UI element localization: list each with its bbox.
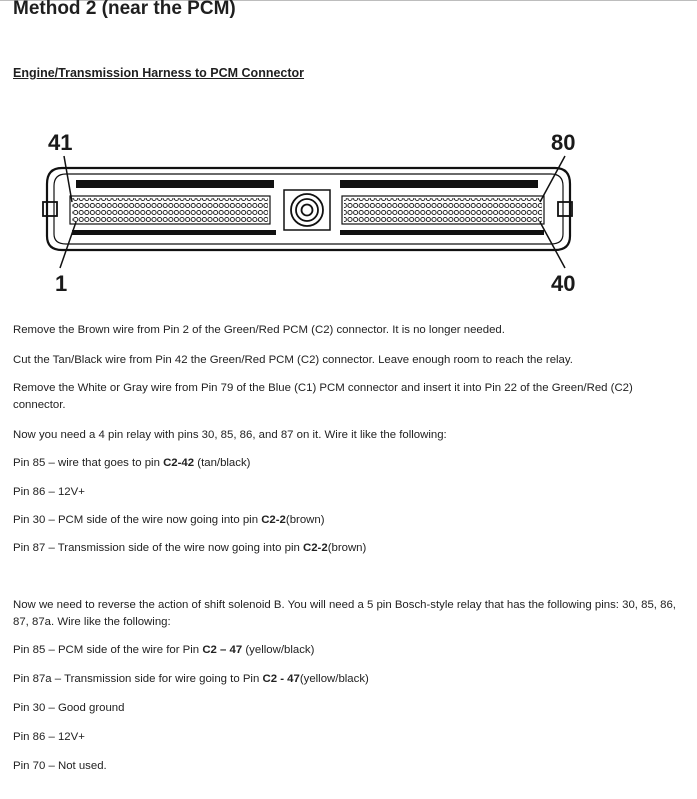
latch-bar-left <box>76 180 274 188</box>
pin-label-1: 1 <box>55 271 68 296</box>
pin-label-41: 41 <box>48 130 73 155</box>
relay5-pin30: Pin 30 – Good ground <box>13 702 125 714</box>
pin-label-40: 40 <box>551 271 576 296</box>
section-heading: Engine/Transmission Harness to PCM Connector <box>13 66 305 80</box>
instruction-2: Cut the Tan/Black wire from Pin 42 the Green/Red PCM (C2) connector. Leave enough room to reach the relay. <box>13 354 573 366</box>
relay5-pin85: Pin 85 – PCM side of the wire for Pin C2 – 47 (yellow/black) <box>13 644 315 656</box>
relay5-pin70: Pin 70 – Not used. <box>13 760 107 772</box>
latch-bar-right <box>340 180 538 188</box>
relay4-pin30: Pin 30 – PCM side of the wire now going into pin C2-2(brown) <box>13 514 325 526</box>
instruction-5: Now we need to reverse the action of shift solenoid B. You will need a 5 pin Bosch-style relay that has the following pins: 30, 85, 86, 87, 87a. Wire like the following: <box>13 599 676 628</box>
bottom-bar-right <box>340 230 544 235</box>
bottom-bar-left <box>72 230 276 235</box>
center-bolt <box>284 190 330 230</box>
instruction-4: Now you need a 4 pin relay with pins 30, 85, 86, and 87 on it. Wire it like the following: <box>13 429 447 441</box>
page-title: Method 2 (near the PCM) <box>13 0 236 19</box>
relay4-pin85: Pin 85 – wire that goes to pin C2-42 (tan/black) <box>13 457 251 469</box>
instruction-3: Remove the White or Gray wire from Pin 79 of the Blue (C1) PCM connector and insert it into Pin 22 of the Green/Red (C2) connector. <box>13 382 633 411</box>
pin-label-80: 80 <box>551 130 576 155</box>
pcm-connector-diagram <box>0 118 697 303</box>
relay5-pin86: Pin 86 – 12V+ <box>13 731 85 743</box>
end-tab-left <box>43 202 57 216</box>
relay5-pin87a: Pin 87a – Transmission side for wire going to Pin C2 - 47(yellow/black) <box>13 673 369 685</box>
instruction-1: Remove the Brown wire from Pin 2 of the Green/Red PCM (C2) connector. It is no longer needed. <box>13 324 505 336</box>
relay4-pin86: Pin 86 – 12V+ <box>13 486 85 498</box>
relay4-pin87: Pin 87 – Transmission side of the wire now going into pin C2-2(brown) <box>13 542 367 554</box>
